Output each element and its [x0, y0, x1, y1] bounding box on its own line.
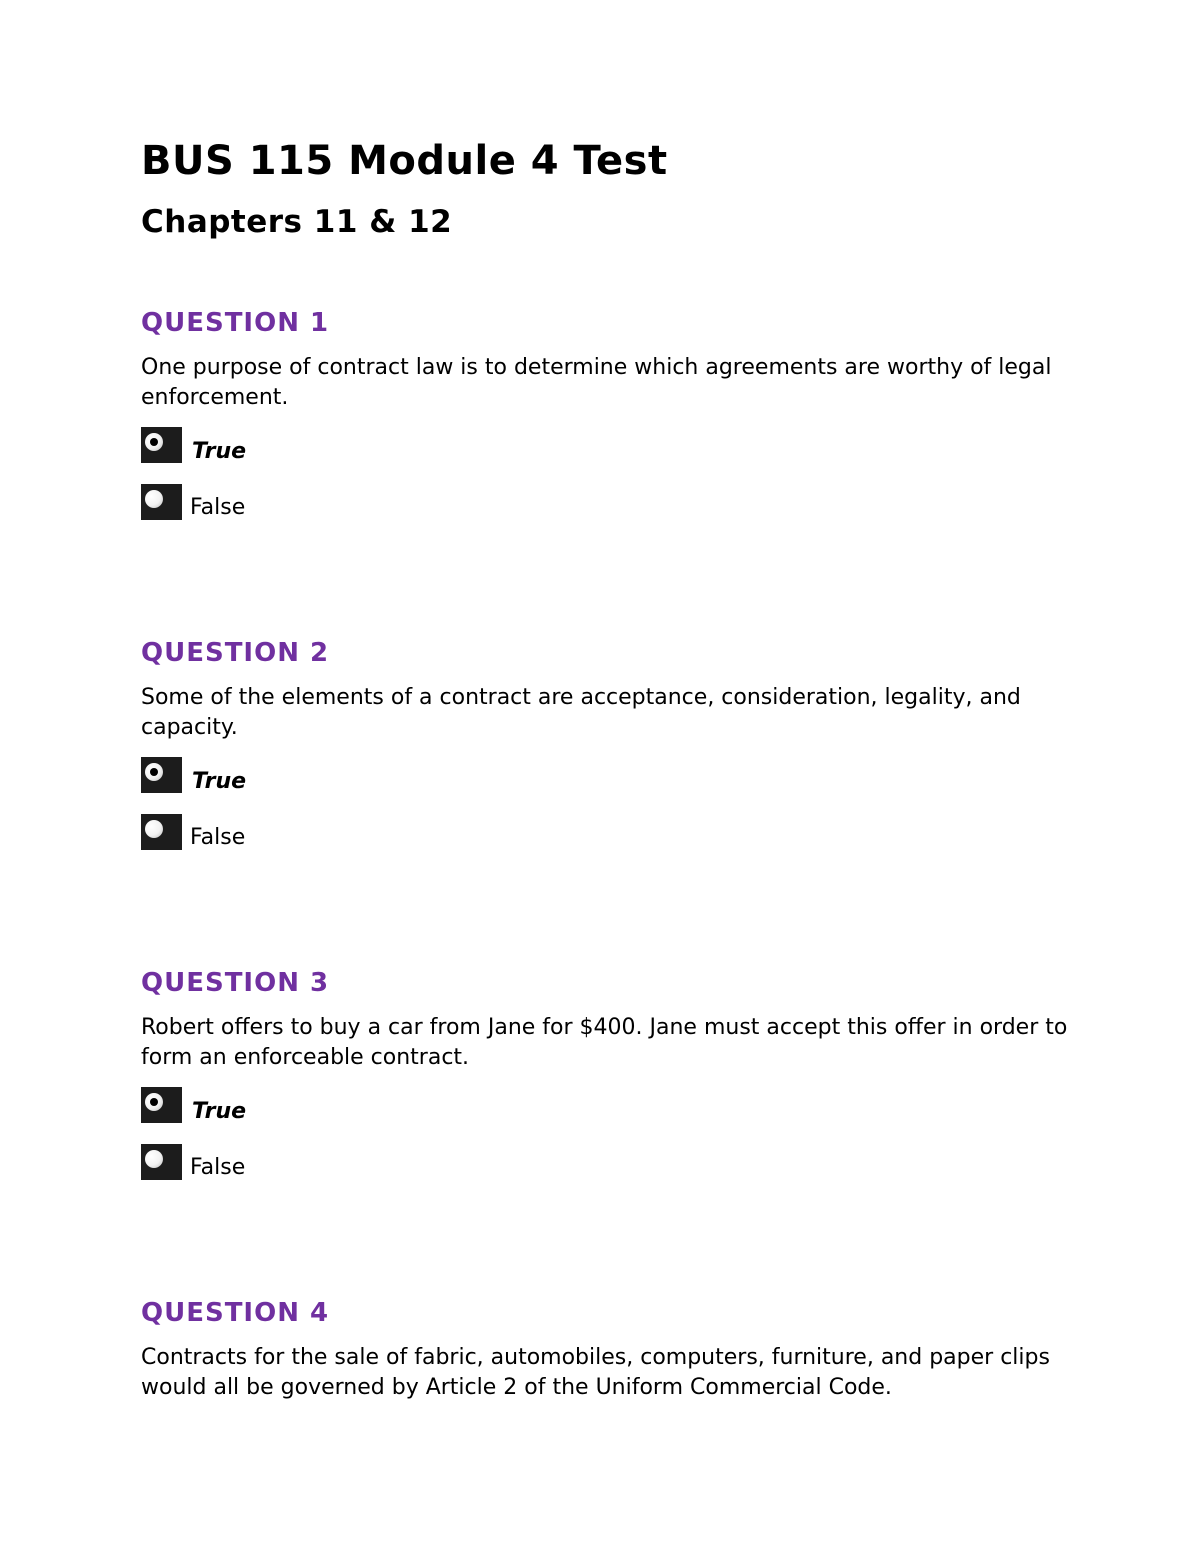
option-label: False [190, 495, 246, 520]
option-label: False [190, 825, 246, 850]
option-label: True [192, 1099, 247, 1124]
radio-button[interactable] [141, 814, 182, 850]
question-heading: QUESTION 1 [141, 308, 330, 338]
option-false[interactable] [141, 1144, 1081, 1184]
radio-button[interactable] [141, 1087, 182, 1123]
radio-button[interactable] [141, 484, 182, 520]
question-text: Contracts for the sale of fabric, automobiles, computers, furniture, and paper clips would all be governed by Article 2 of the Uniform Commercial Code. [141, 1345, 1050, 1400]
question-text: Some of the elements of a contract are acceptance, consideration, legality, and capacity. [141, 685, 1021, 740]
radio-unselected-icon [145, 820, 163, 838]
option-false[interactable] [141, 484, 1081, 524]
radio-selected-icon [145, 763, 163, 781]
option-false[interactable] [141, 814, 1081, 854]
radio-button[interactable] [141, 1144, 182, 1180]
radio-button[interactable] [141, 427, 182, 463]
option-label: True [192, 769, 247, 794]
question-1 [141, 305, 1081, 524]
document-title: BUS 115 Module 4 Test [141, 138, 668, 184]
option-label: False [190, 1155, 246, 1180]
question-text: One purpose of contract law is to determine which agreements are worthy of legal enforcement. [141, 355, 1052, 410]
question-heading: QUESTION 4 [141, 1298, 330, 1328]
option-true[interactable] [141, 1087, 1081, 1127]
question-4 [141, 1295, 1081, 1403]
question-3 [141, 965, 1081, 1184]
question-text: Robert offers to buy a car from Jane for $400. Jane must accept this offer in order to form an enforceable contract. [141, 1015, 1068, 1070]
question-heading: QUESTION 3 [141, 968, 330, 998]
radio-selected-icon [145, 1093, 163, 1111]
question-2 [141, 635, 1081, 854]
radio-selected-icon [145, 433, 163, 451]
question-heading: QUESTION 2 [141, 638, 330, 668]
document-subtitle: Chapters 11 & 12 [141, 204, 453, 240]
option-true[interactable] [141, 427, 1081, 467]
radio-unselected-icon [145, 490, 163, 508]
option-true[interactable] [141, 757, 1081, 797]
radio-button[interactable] [141, 757, 182, 793]
option-label: True [192, 439, 247, 464]
radio-unselected-icon [145, 1150, 163, 1168]
